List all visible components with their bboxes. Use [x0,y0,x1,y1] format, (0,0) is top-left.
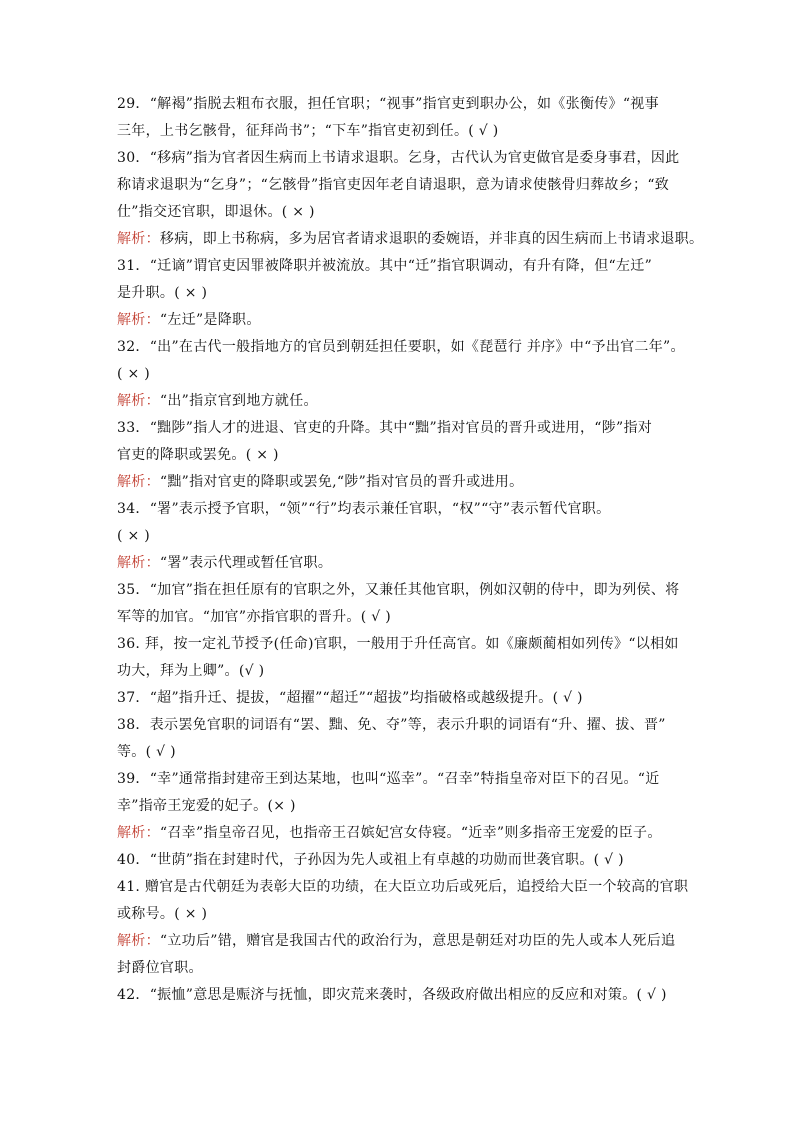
text-line [117,91,682,118]
line-text: 39．“幸”通常指封建帝王到达某地，也叫“巡幸”。“召幸”特指皇帝对臣下的召见。“近 [117,771,660,787]
analysis-label: 解析： [117,474,160,490]
document-body [117,91,704,1009]
analysis-line [117,469,682,496]
analysis-line [117,226,704,253]
text-line [117,658,682,685]
line-text: 等。( √ ) [117,744,176,760]
text-line [117,955,682,982]
line-text: 三年，上书乞骸骨，征拜尚书”；“下车”指官吏初到任。( √ ) [117,123,499,139]
text-line [117,442,682,469]
line-text: 封爵位官职。 [117,960,203,976]
text-line [117,199,682,226]
analysis-line [117,928,682,955]
line-text: 功大，拜为上卿”。(√ ) [117,663,265,679]
text-line [117,253,682,280]
line-text: 38．表示罢免官职的词语有“罢、黜、免、夺”等，表示升职的词语有“升、擢、拔、晋” [117,717,666,733]
analysis-label: 解析： [117,231,160,247]
line-text: 是升职。( × ) [117,285,208,301]
line-text: 移病，即上书称病，多为居官者请求退职的委婉语，并非真的因生病而上书请求退职。 [159,231,704,247]
text-line [117,766,682,793]
text-line [117,901,682,928]
line-text: 34．“署”表示授予官职，“领”“行”均表示兼任官职，“权”“守”表示暂代官职。 [117,501,611,517]
text-line [117,361,682,388]
analysis-label: 解析： [117,312,160,328]
text-line [117,685,682,712]
line-text: 幸”指帝王宠爱的妃子。(× ) [117,798,296,814]
analysis-line [117,820,682,847]
text-line [117,847,682,874]
text-line [117,280,682,307]
line-text: 仕”指交还官职，即退休。( × ) [117,204,315,220]
analysis-line [117,388,682,415]
line-text: “召幸”指皇帝召见，也指帝王召嫔妃宫女侍寝。“近幸”则多指帝王宠爱的臣子。 [159,825,662,841]
line-text: 36. 拜，按一定礼节授予(任命)官职，一般用于升任高官。如《廉颇蔺相如列传》“以相如 [117,636,679,652]
text-line [117,145,682,172]
text-line [117,523,682,550]
text-line [117,874,689,901]
line-text: “署”表示代理或暂任官职。 [159,555,333,571]
line-text: 35．“加官”指在担任原有的官职之外，又兼任其他官职，例如汉朝的侍中，即为列侯、将 [117,582,680,598]
line-text: 33．“黜陟”指人才的进退、官吏的升降。其中“黜”指对官员的晋升或进用，“陟”指对 [117,420,653,436]
line-text: 40．“世荫”指在封建时代，子孙因为先人或祖上有卓越的功勋而世袭官职。( √ ) [117,852,624,868]
analysis-label: 解析： [117,555,160,571]
line-text: “黜”指对官吏的降职或罢免,“陟”指对官员的晋升或进用。 [159,474,524,490]
analysis-label: 解析： [117,933,160,949]
text-line [117,793,682,820]
analysis-line [117,550,682,577]
line-text: 37．“超”指升迁、提拔，“超擢”“超迁”“超拔”均指破格或越级提升。( √ ) [117,690,583,706]
analysis-label: 解析： [117,825,160,841]
line-text: 称请求退职为“乞身”；“乞骸骨”指官吏因年老自请退职，意为请求使骸骨归葬故乡；“致 [117,177,670,193]
line-text: ( × ) [117,528,151,544]
line-text: 42．“振恤”意思是赈济与抚恤，即灾荒来袭时，各级政府做出相应的反应和对策。( √ ) [117,987,667,1003]
line-text: “左迁”是降职。 [159,312,261,328]
line-text: 32．“出”在古代一般指地方的官员到朝廷担任要职，如《琵琶行 并序》中“予出官二年”。 [117,339,685,355]
text-line [117,577,682,604]
line-text: ( × ) [117,366,151,382]
text-line [117,118,682,145]
line-text: “出”指京官到地方就任。 [159,393,318,409]
line-text: 41. 赠官是古代朝廷为表彰大臣的功绩，在大臣立功后或死后，追授给大臣一个较高的官职 [117,879,689,895]
line-text: 29．“解褐”指脱去粗布衣服，担任官职；“视事”指官吏到职办公，如《张衡传》“视事 [117,96,659,112]
text-line [117,415,682,442]
text-line [117,334,685,361]
text-line [117,631,682,658]
line-text: 31．“迁谪”谓官吏因罪被降职并被流放。其中“迁”指官职调动，有升有降，但“左迁” [117,258,653,274]
line-text: 官吏的降职或罢免。( × ) [117,447,279,463]
line-text: “立功后”错，赠官是我国古代的政治行为，意思是朝廷对功臣的先人或本人死后追 [159,933,676,949]
text-line [117,982,682,1009]
analysis-label: 解析： [117,393,160,409]
line-text: 30．“移病”指为官者因生病而上书请求退职。乞身，古代认为官吏做官是委身事君，因此 [117,150,680,166]
analysis-line [117,307,682,334]
line-text: 或称号。( × ) [117,906,208,922]
text-line [117,172,682,199]
text-line [117,712,682,739]
line-text: 军等的加官。“加官”亦指官职的晋升。( √ ) [117,609,391,625]
text-line [117,739,682,766]
text-line [117,496,682,523]
text-line [117,604,682,631]
